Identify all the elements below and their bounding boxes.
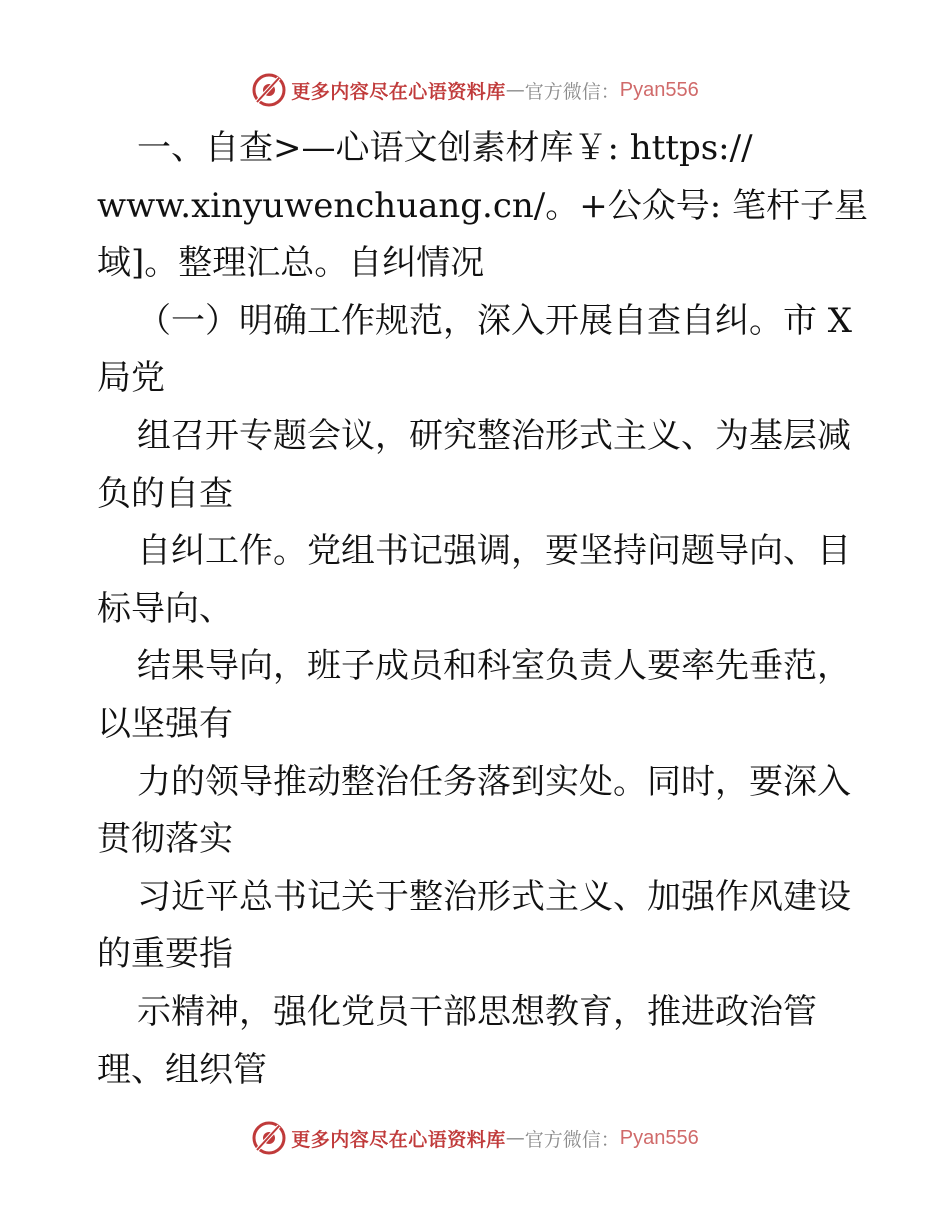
text-line: 示精神，强化党员干部思想教育，推进政治管 — [137, 991, 817, 1032]
logo-icon — [251, 72, 287, 108]
text-line: 结果导向，班子成员和科室负责人要率先垂范， — [137, 646, 851, 687]
banner-subtitle: 官方微信： — [524, 80, 620, 103]
banner-dash: — — [505, 1127, 525, 1149]
text-line: 域]。整理汇总。自纠情况 — [97, 243, 485, 284]
text-line: 自纠工作。党组书记强调，要坚持问题导向、目 — [137, 531, 851, 572]
text-line: （一）明确工作规范，深入开展自查自纠。市 X — [137, 300, 853, 341]
footer-banner — [0, 1118, 950, 1158]
text-line: 局党 — [97, 358, 165, 399]
banner-subtitle: 官方微信： — [524, 1128, 620, 1151]
text-line: 负的自查 — [97, 473, 233, 514]
text-line: 一、自查>—心语文创素材库￥: https:// — [137, 128, 753, 168]
text-line: 理、组织管 — [97, 1049, 267, 1090]
banner-title: 更多内容尽在心语资料库 — [291, 80, 506, 103]
banner-wechat-id: Pyan556 — [619, 78, 699, 101]
text-line: www.xinyuwenchuang.cn/。+公众号: 笔杆子星 — [97, 185, 868, 226]
banner-wechat-id: Pyan556 — [619, 1126, 699, 1149]
text-line: 以坚强有 — [97, 703, 233, 744]
text-line: 标导向、 — [97, 588, 233, 629]
text-line: 的重要指 — [97, 934, 233, 975]
text-line: 力的领导推动整治任务落到实处。同时，要深入 — [137, 761, 851, 802]
document-body — [97, 120, 868, 1099]
text-line: 习近平总书记关于整治形式主义、加强作风建设 — [137, 876, 851, 917]
header-banner — [0, 70, 950, 110]
banner-dash: — — [505, 79, 525, 101]
banner-title: 更多内容尽在心语资料库 — [291, 1128, 506, 1151]
text-line: 贯彻落实 — [97, 819, 233, 860]
text-line: 组召开专题会议，研究整治形式主义、为基层减 — [137, 415, 851, 456]
logo-icon — [251, 1120, 287, 1156]
